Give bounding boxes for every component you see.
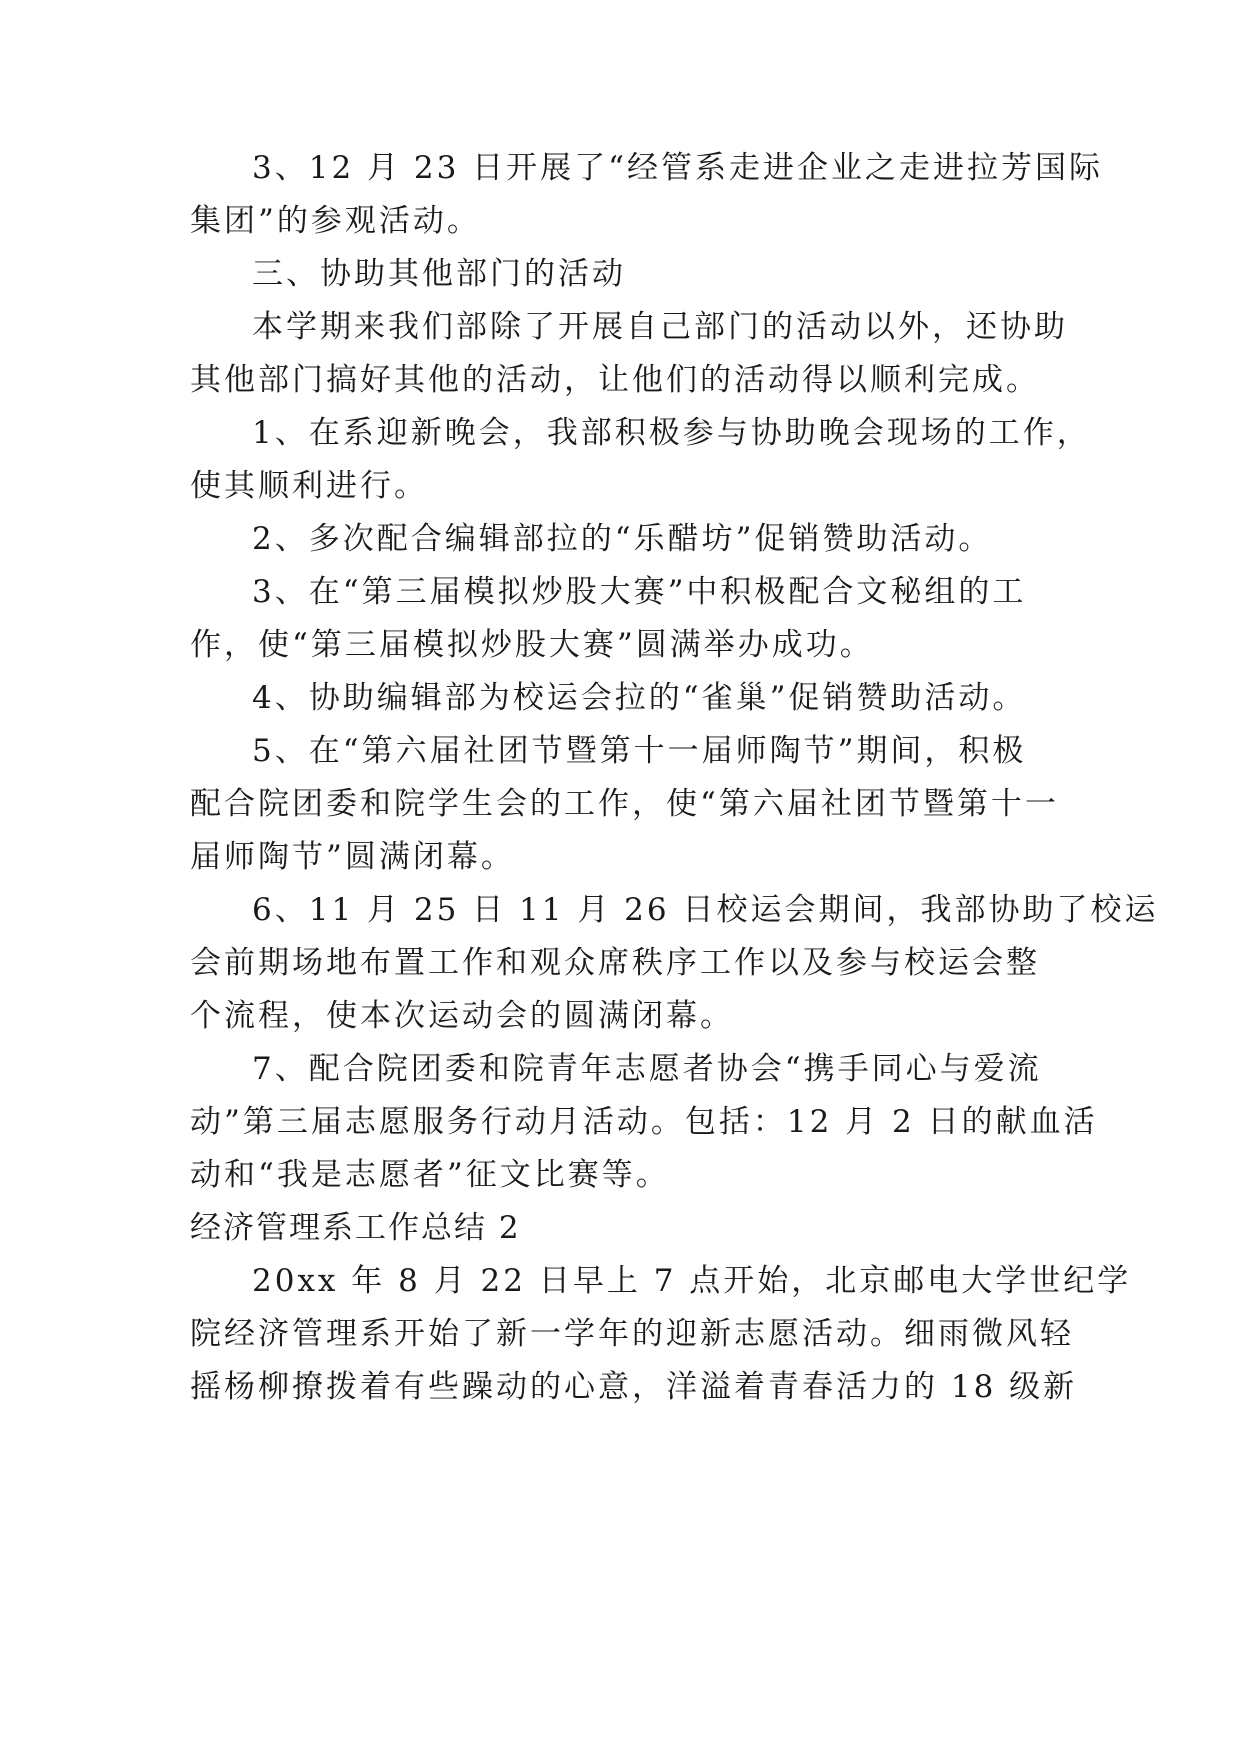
list-item-line: 动和“我是志愿者”征文比赛等。 (190, 1157, 670, 1193)
list-item-line: 7、配合院团委和院青年志愿者协会“携手同心与爱流 (252, 1051, 1042, 1087)
list-item-line: 2、多次配合编辑部拉的“乐醋坊”促销赞助活动。 (252, 521, 993, 557)
paragraph-line: 摇杨柳撩拨着有些躁动的心意，洋溢着青春活力的 18 级新 (190, 1369, 1078, 1405)
paragraph-line: 院经济管理系开始了新一学年的迎新志愿活动。细雨微风轻 (190, 1316, 1074, 1352)
paragraph-line: 3、12 月 23 日开展了“经管系走进企业之走进拉芳国际 (252, 150, 1104, 186)
list-item-line: 6、11 月 25 日 11 月 26 日校运会期间，我部协助了校运 (252, 892, 1159, 928)
paragraph-line: 20xx 年 8 月 22 日早上 7 点开始，北京邮电大学世纪学 (252, 1263, 1132, 1299)
list-item-line: 届师陶节”圆满闭幕。 (190, 839, 515, 875)
list-item-line: 配合院团委和院学生会的工作，使“第六届社团节暨第十一 (190, 786, 1059, 822)
list-item-line: 使其顺利进行。 (190, 468, 428, 504)
list-item-line: 5、在“第六届社团节暨第十一届师陶节”期间，积极 (252, 733, 1027, 769)
section-heading: 三、协助其他部门的活动 (252, 256, 626, 292)
paragraph-line: 本学期来我们部除了开展自己部门的活动以外，还协助 (252, 309, 1068, 345)
list-item-line: 会前期场地布置工作和观众席秩序工作以及参与校运会整 (190, 945, 1040, 981)
list-item-line: 3、在“第三届模拟炒股大赛”中积极配合文秘组的工 (252, 574, 1027, 610)
list-item-line: 动”第三届志愿服务行动月活动。包括：12 月 2 日的献血活 (190, 1104, 1098, 1140)
paragraph-line: 其他部门搞好其他的活动，让他们的活动得以顺利完成。 (190, 362, 1040, 398)
document-title: 经济管理系工作总结 2 (190, 1210, 521, 1246)
list-item-line: 作，使“第三届模拟炒股大赛”圆满举办成功。 (190, 627, 874, 663)
list-item-line: 4、协助编辑部为校运会拉的“雀巢”促销赞助活动。 (252, 680, 1027, 716)
paragraph-line: 集团”的参观活动。 (190, 203, 481, 239)
list-item-line: 个流程，使本次运动会的圆满闭幕。 (190, 998, 734, 1034)
list-item-line: 1、在系迎新晚会，我部积极参与协助晚会现场的工作， (252, 415, 1091, 451)
